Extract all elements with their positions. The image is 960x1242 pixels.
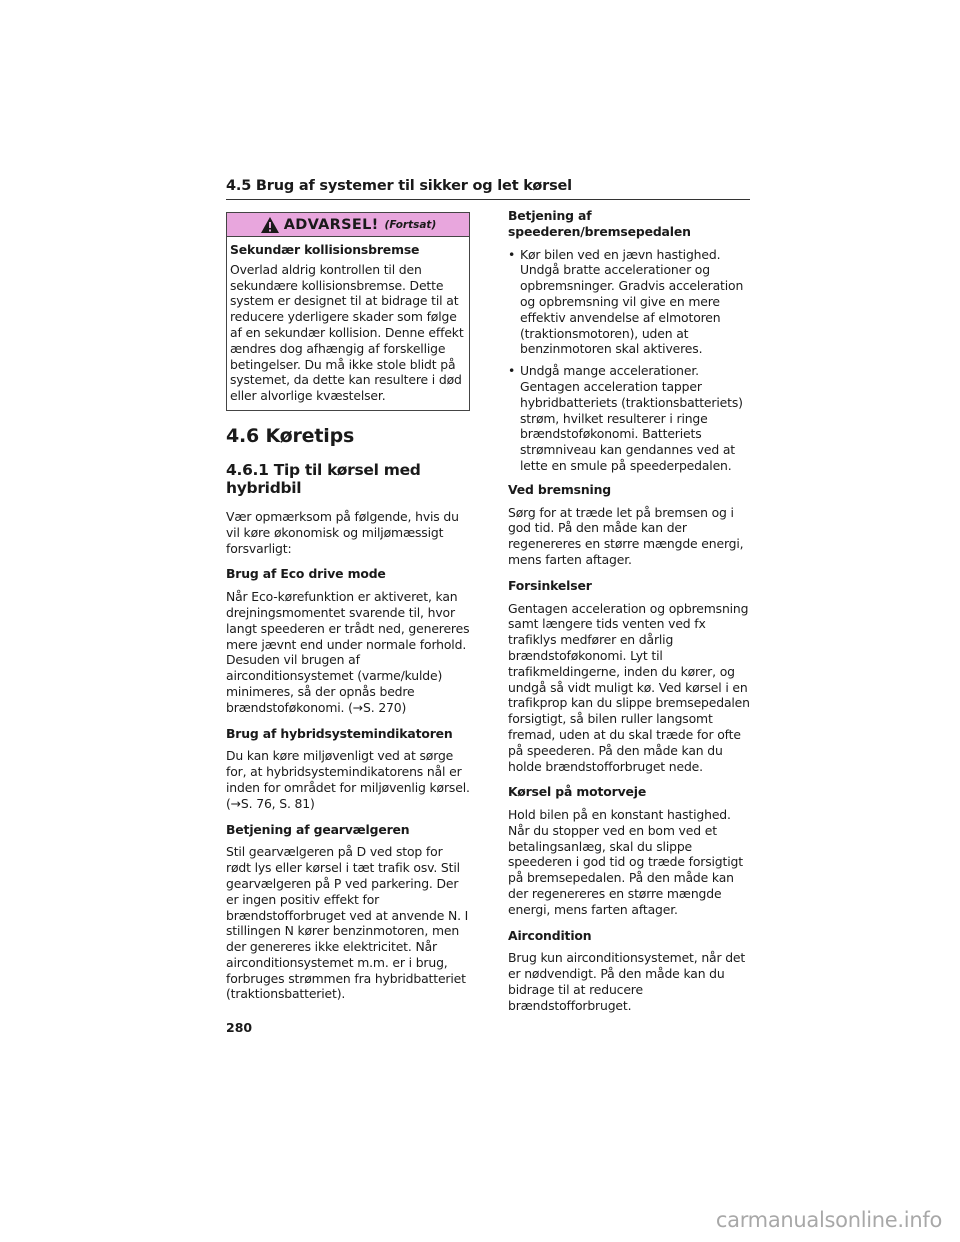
left-column (226, 210, 470, 1012)
list-item (508, 247, 752, 358)
gear-selector-heading: Betjening af gearvælgeren (226, 821, 410, 837)
aircondition-paragraph: Brug kun airconditionsystemet, når det er nødvendigt. På den måde kan du bidrage til at reducere brændstofforbruget. (508, 950, 746, 1013)
warning-title: ADVARSEL! (283, 216, 379, 233)
braking-heading: Ved bremsning (508, 481, 611, 497)
aircondition-heading: Aircondition (508, 927, 592, 943)
eco-drive-heading: Brug af Eco drive mode (226, 566, 386, 582)
hybrid-indicator-paragraph: Du kan køre miljøvenligt ved at sørge for, at hybridsystemindikatorens nål er inden for området for miljøvenlig kørsel. (→S. 76, S. 81) (226, 748, 470, 811)
right-column (508, 208, 752, 1024)
page-number: 280 (226, 1020, 253, 1035)
list-item (508, 363, 752, 474)
intro-paragraph: Vær opmærksom på følgende, hvis du vil køre økonomisk og miljømæssigt forsvarligt: (226, 508, 459, 556)
bullet-dot: • (508, 246, 516, 262)
pedal-bullet-list (508, 247, 752, 474)
warning-header (227, 213, 469, 237)
bullet-text: Kør bilen ved en jævn hastighed. Undgå bratte accelerationer og opbremsninger. Gradvis acceleration og opbremsning vil give en mere effektiv anvendelse af elmotoren (traktionsmotoren), uden at benzinmotoren skal aktiveres. (520, 246, 744, 357)
hybrid-indicator-heading: Brug af hybridsystemindikatoren (226, 725, 453, 741)
highway-heading: Kørsel på motorveje (508, 784, 647, 800)
warning-box (226, 212, 470, 411)
delays-heading: Forsinkelser (508, 577, 592, 593)
braking-paragraph: Sørg for at træde let på bremsen og i god tid. På den måde kan der regenereres en større mængde energi, mens farten aftager. (508, 504, 744, 567)
section-title: 4.6 Køretips (226, 424, 355, 447)
warning-continued: (Fortsat) (384, 218, 437, 231)
warning-triangle-icon (260, 216, 280, 234)
warning-subtitle: Sekundær kollisionsbremse (230, 242, 420, 257)
delays-paragraph: Gentagen acceleration og opbremsning samt længere tids venten ved fx trafiklys medfører en dårlig brændstoføkonomi. Lyt til trafikmeldingerne, inden du kører, og undgå så vidt muligt kø. Ved kørsel i en trafikprop kan du slippe bremsepedalen forsigtigt, så bilen ruller langsomt fremad, uden at du skal træde for ofte på speederen. På den måde kan du holde brændstofforbruget nede. (508, 600, 750, 774)
warning-text: Overlad aldrig kontrollen til den sekundære kollisionsbremse. Dette system er designet til at bidrage til at reducere yderligere skader som følge af en sekundær kollision. Denne effekt ændres dog afhængig af forskellige betingelser. Du må ikke stole blidt på systemet, da dette kan resultere i død eller alvorlige kvæstelser. (230, 261, 464, 404)
bullet-text: Undgå mange accelerationer. Gentagen acceleration tapper hybridbatteriets (traktionsbatteriets) strøm, hvilket resulterer i ringe brændstoføkonomi. Batteriets strømniveau kan gendannes ved at lette en smule på speederpedalen. (520, 363, 743, 473)
warning-body (227, 237, 469, 410)
bullet-dot: • (508, 363, 516, 379)
section-header: 4.5 Brug af systemer til sikker og let kørsel (226, 178, 750, 200)
pedal-heading: Betjening af speederen/bremsepedalen (508, 208, 691, 239)
watermark: carmanualsonline.info (715, 1208, 942, 1232)
eco-drive-paragraph: Når Eco-kørefunktion er aktiveret, kan drejningsmomentet svarende til, hvor langt speederen er trådt ned, genereres mere jævnt end under normale forhold. Desuden vil brugen af airconditionsystemet (varme/kulde) minimeres, så der opnås bedre brændstoføkonomi. (→S. 270) (226, 589, 470, 715)
subsection-title: 4.6.1 Tip til kørsel med hybridbil (226, 460, 421, 497)
highway-paragraph: Hold bilen på en konstant hastighed. Når du stopper ved en bom ved et betalingsanlæg, skal du slippe speederen i god tid og træde forsigtigt på bremsepedalen. På den måde kan der regenereres en større mængde energi, mens farten aftager. (508, 807, 743, 917)
gear-selector-paragraph: Stil gearvælgeren på D ved stop for rødt lys eller kørsel i tæt trafik osv. Stil gearvælgeren på P ved parkering. Der er ingen positiv effekt for brændstofforbruget ved at anvende N. I stillingen N kører benzinmotoren, men der genereres ikke elektricitet. Når airconditionsystemet m.m. er i brug, forbruges strømmen fra hybridbatteriet (traktionsbatteriet). (226, 844, 469, 1002)
